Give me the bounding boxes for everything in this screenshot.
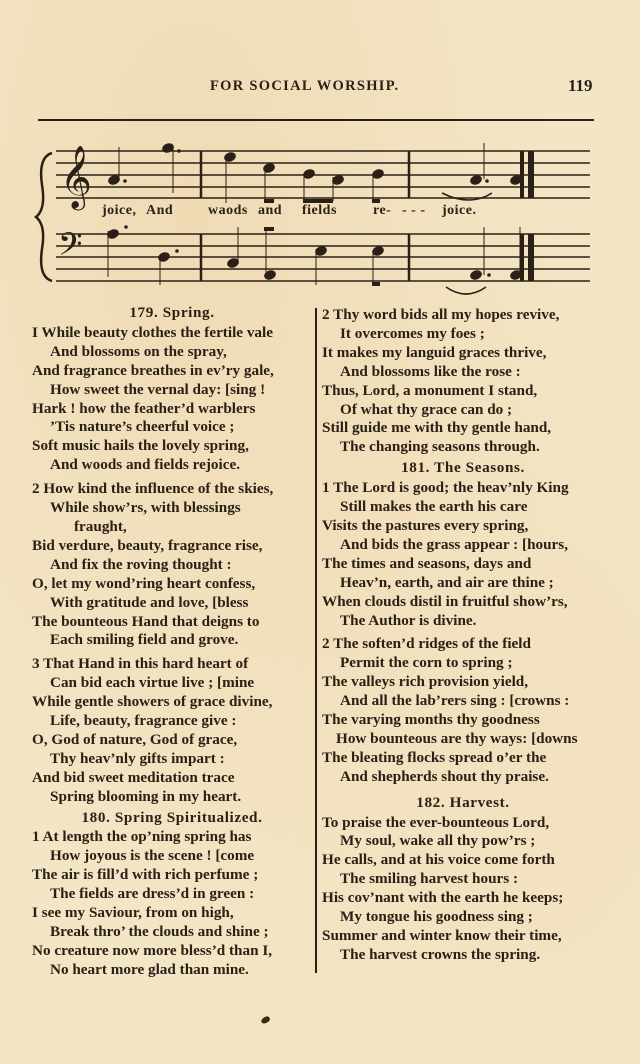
lyric-syllable: re- — [373, 203, 392, 218]
verse-line: 3 That Hand in this hard heart of — [32, 655, 249, 673]
stanza — [322, 479, 604, 630]
verse-line: Spring blooming in my heart. — [50, 787, 242, 805]
verse-line: He calls, and at his voice come forth — [322, 851, 555, 869]
hymn-title-181: 181. The Seasons. — [401, 459, 525, 477]
header-rule — [38, 119, 594, 121]
verse-line: The bleating flocks spread o’er the — [322, 748, 547, 766]
verse-line: Still makes the earth his care — [340, 498, 528, 516]
stanza — [32, 324, 312, 475]
page-header — [0, 78, 640, 100]
verse-line: The harvest crowns the spring. — [340, 945, 541, 963]
verse-line: And fix the roving thought : — [50, 555, 232, 573]
stanza — [32, 655, 312, 806]
verse-line: 2 Thy word bids all my hopes revive, — [322, 306, 560, 323]
verse-line: 2 The soften’d ridges of the field — [322, 635, 531, 653]
lyric-syllable: fields — [302, 203, 337, 218]
verse-line: My soul, wake all thy pow’rs ; — [340, 832, 536, 850]
verse-line: 1 At length the op’ning spring has — [32, 828, 252, 846]
stanza — [322, 306, 604, 457]
verse-line: Permit the corn to spring ; — [340, 654, 513, 672]
ink-blot — [260, 1015, 271, 1024]
music-score — [30, 135, 610, 305]
verse-line: And blossoms like the rose : — [340, 362, 521, 380]
verse-line: And shepherds shout thy praise. — [340, 767, 549, 785]
running-head: FOR SOCIAL WORSHIP. — [210, 78, 400, 94]
verse-line: With gratitude and love, [bless — [50, 593, 249, 611]
verse-line: Thus, Lord, a monument I stand, — [322, 381, 538, 399]
verse-line: The Author is divine. — [340, 611, 477, 629]
verse-line: The times and seasons, days and — [322, 554, 532, 572]
verse-line: To praise the ever-bounteous Lord, — [322, 813, 550, 831]
verse-line: The valleys rich provision yield, — [322, 673, 529, 691]
verse-line: Hark ! how the feather’d warblers — [32, 399, 256, 417]
verse-line: 2 How kind the influence of the skies, — [32, 480, 274, 498]
verse-line: The air is fill’d with rich perfume ; — [32, 866, 259, 884]
column-divider — [315, 308, 317, 973]
verse-line: fraught, — [74, 517, 127, 535]
verse-line: Can bid each virtue live ; [mine — [50, 674, 255, 692]
stanza — [322, 814, 604, 965]
svg-text:𝄢: 𝄢 — [58, 226, 83, 270]
page-number: 119 — [568, 76, 593, 95]
verse-line: And blossoms on the spray, — [50, 342, 227, 360]
hymn-title-182: 182. Harvest. — [416, 793, 510, 811]
hymn-title-180: 180. Spring Spiritualized. — [81, 808, 263, 826]
verse-line: How joyous is the scene ! [come — [50, 847, 255, 865]
lyric-syllable: joice, — [102, 203, 137, 218]
verse-line: No creature now more bless’d than I, — [32, 941, 273, 959]
verse-line: ’Tis nature’s cheerful voice ; — [50, 418, 235, 436]
verse-line: And woods and fields rejoice. — [50, 456, 240, 474]
verse-line: O, let my wond’ring heart confess, — [32, 574, 256, 592]
verse-line: It overcomes my foes ; — [340, 324, 485, 342]
lyric-syllable: And — [146, 203, 174, 218]
lyric-syllable: - - - — [402, 203, 426, 218]
verse-line: I While beauty clothes the fertile vale — [32, 323, 273, 341]
hymn-title-179: 179. Spring. — [129, 304, 215, 321]
verse-line: And bid sweet meditation trace — [32, 768, 235, 786]
verse-line: Summer and winter know their time, — [322, 927, 562, 944]
verse-line: The changing seasons through. — [340, 438, 540, 456]
lyric-syllable: and — [258, 203, 283, 218]
lyric-syllable: joice. — [442, 203, 477, 218]
verse-line: O, God of nature, God of grace, — [32, 730, 238, 748]
verse-line: Break thro’ the clouds and shine ; — [50, 923, 269, 940]
verse-line: Life, beauty, fragrance give : — [50, 712, 237, 730]
verse-line: The varying months thy goodness — [322, 711, 540, 729]
verse-line: My tongue his goodness sing ; — [340, 908, 533, 926]
stanza — [322, 635, 604, 786]
verse-line: Of what thy grace can do ; — [340, 400, 513, 418]
verse-line: The bounteous Hand that deigns to — [32, 612, 260, 630]
verse-line: Visits the pastures every spring, — [322, 516, 529, 534]
svg-text:𝄞: 𝄞 — [60, 145, 92, 208]
right-column — [322, 302, 604, 965]
verse-line: And fragrance breathes in ev’ry gale, — [32, 361, 274, 379]
verse-line: Each smiling field and grove. — [50, 631, 239, 649]
verse-line: How sweet the vernal day: [sing ! — [50, 380, 266, 398]
verse-line: While gentle showers of grace divine, — [32, 693, 273, 711]
stanza — [32, 480, 312, 650]
stanza — [32, 828, 312, 979]
verse-line: How bounteous are thy ways: [downs — [336, 729, 578, 747]
left-column — [32, 302, 312, 980]
verse-line: Still guide me with thy gentle hand, — [322, 419, 552, 437]
verse-line: And all the lab’rers sing : [crowns : — [340, 692, 570, 710]
verse-line: While show’rs, with blessings — [50, 499, 241, 517]
lyric-syllable: waods — [208, 203, 248, 218]
verse-line: Soft music hails the lovely spring, — [32, 437, 249, 455]
verse-line: Heav’n, earth, and air are thine ; — [340, 573, 554, 591]
verse-line: Thy heav’nly gifts impart : — [50, 749, 225, 767]
verse-line: The smiling harvest hours : — [340, 870, 519, 888]
verse-line: It makes my languid graces thrive, — [322, 343, 547, 361]
verse-line: Bid verdure, beauty, fragrance rise, — [32, 536, 263, 554]
verse-line: His cov’nant with the earth he keeps; — [322, 889, 564, 907]
verse-line: 1 The Lord is good; the heav’nly King — [322, 479, 569, 497]
verse-line: The fields are dress’d in green : — [50, 885, 255, 903]
staff-notation — [30, 135, 610, 305]
verse-line: And bids the grass appear : [hours, — [340, 535, 568, 553]
verse-line: No heart more glad than mine. — [50, 960, 249, 978]
verse-line: I see my Saviour, from on high, — [32, 904, 234, 922]
verse-line: When clouds distil in fruitful show’rs, — [322, 592, 568, 610]
